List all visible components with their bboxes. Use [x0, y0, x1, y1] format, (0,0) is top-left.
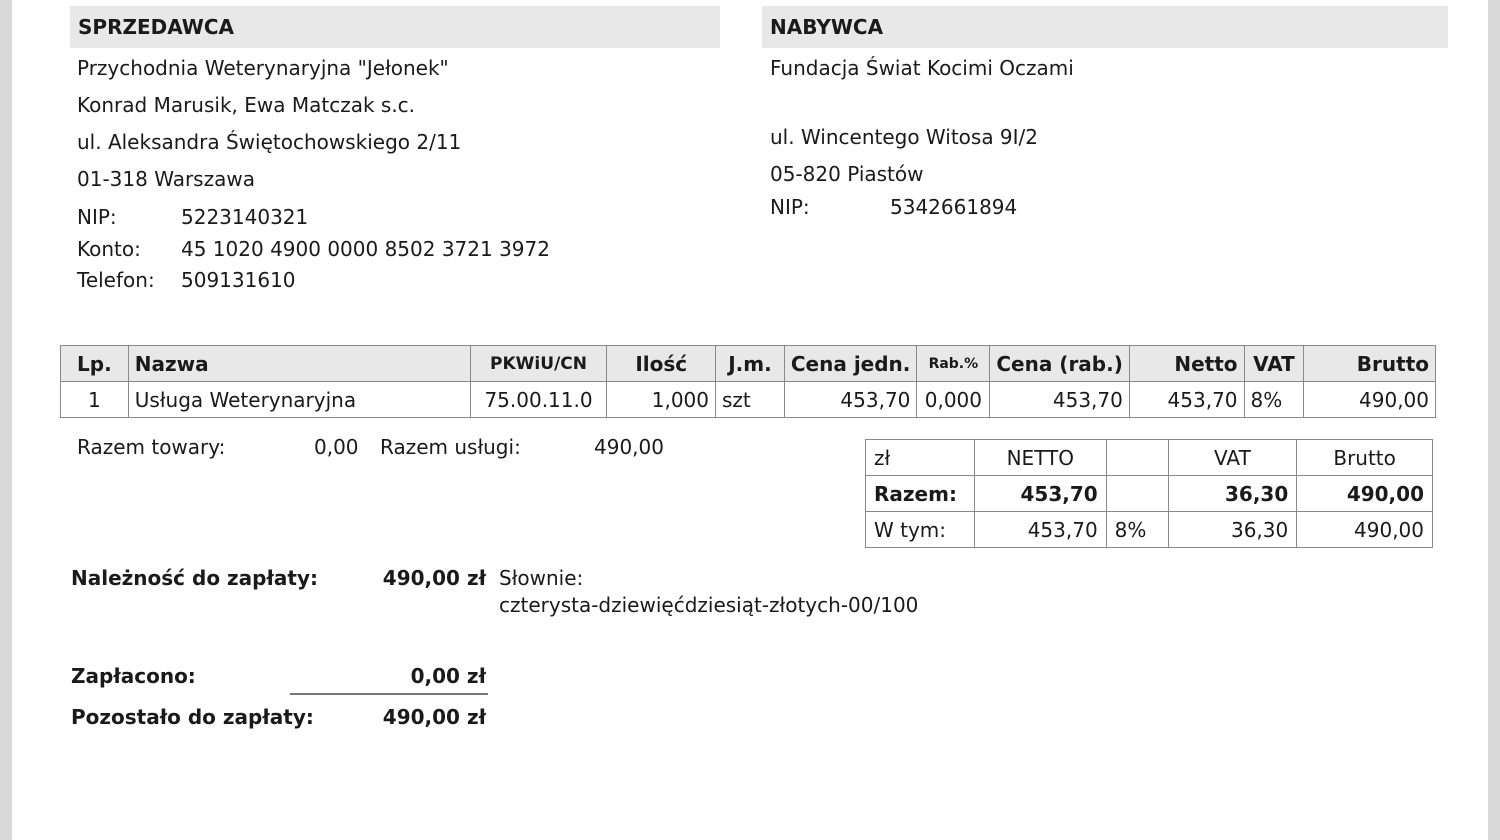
items-header-row: [61, 346, 1436, 382]
goods-total-value: 0,00: [314, 435, 359, 459]
col-header-brutto: Brutto: [1304, 346, 1436, 382]
amount-words-label: Słownie:: [499, 566, 584, 590]
buyer-name: Fundacja Świat Kocimi Oczami: [770, 56, 1074, 80]
col-header-pkwiu: PKWiU/CN: [470, 346, 607, 382]
seller-owners: Konrad Marusik, Ewa Matczak s.c.: [77, 93, 416, 117]
seller-nip: 5223140321: [181, 205, 309, 229]
buyer-city: 05-820 Piastów: [770, 162, 924, 186]
summary-header-brutto: Brutto: [1297, 440, 1433, 476]
cell-pkwiu: 75.00.11.0: [470, 382, 607, 418]
goods-total-label: Razem towary:: [77, 435, 226, 459]
seller-name: Przychodnia Weterynaryjna "Jełonek": [77, 56, 449, 80]
cell-rabat: 0,000: [917, 382, 990, 418]
seller-nip-label: NIP:: [77, 205, 117, 229]
cell-nazwa: Usługa Weterynaryjna: [128, 382, 470, 418]
amount-due-value: 490,00 zł: [382, 566, 486, 590]
amount-due-label: Należność do zapłaty:: [71, 566, 318, 590]
summary-total-rate: [1106, 476, 1168, 512]
col-header-ilosc: Ilość: [607, 346, 716, 382]
paid-value: 0,00 zł: [410, 664, 486, 688]
cell-jm: szt: [716, 382, 785, 418]
col-header-nazwa: Nazwa: [128, 346, 470, 382]
invoice-page: [12, 0, 1488, 840]
summary-header-netto: NETTO: [974, 440, 1106, 476]
buyer-nip-label: NIP:: [770, 195, 810, 219]
seller-account: 45 1020 4900 0000 8502 3721 3972: [181, 237, 550, 261]
summary-including-brutto: 490,00: [1297, 512, 1433, 548]
services-total-value: 490,00: [594, 435, 664, 459]
seller-street: ul. Aleksandra Świętochowskiego 2/11: [77, 130, 462, 154]
col-header-vat: VAT: [1244, 346, 1304, 382]
summary-including-rate: 8%: [1106, 512, 1168, 548]
vat-summary-table: [865, 439, 1433, 548]
summary-total-row: [866, 476, 1433, 512]
remaining-label: Pozostało do zapłaty:: [71, 705, 314, 729]
summary-including-row: [866, 512, 1433, 548]
col-header-rabat: Rab.%: [917, 346, 990, 382]
seller-phone-label: Telefon:: [77, 268, 155, 292]
col-header-jm: J.m.: [716, 346, 785, 382]
col-header-netto: Netto: [1129, 346, 1244, 382]
summary-header-row: [866, 440, 1433, 476]
cell-cena-rab: 453,70: [990, 382, 1130, 418]
buyer-nip: 5342661894: [890, 195, 1018, 219]
amount-words-value: czterysta-dziewięćdziesiąt-złotych-00/100: [499, 593, 919, 617]
col-header-cena-jedn: Cena jedn.: [784, 346, 917, 382]
cell-netto: 453,70: [1129, 382, 1244, 418]
buyer-header: NABYWCA: [762, 6, 1448, 48]
summary-including-vat: 36,30: [1168, 512, 1297, 548]
summary-header-rate: [1106, 440, 1168, 476]
buyer-street: ul. Wincentego Witosa 9I/2: [770, 125, 1039, 149]
paid-label: Zapłacono:: [71, 664, 196, 688]
table-row: [61, 382, 1436, 418]
cell-cena-jedn: 453,70: [784, 382, 917, 418]
services-total-label: Razem usługi:: [380, 435, 521, 459]
cell-ilosc: 1,000: [607, 382, 716, 418]
seller-phone: 509131610: [181, 268, 296, 292]
seller-header: SPRZEDAWCA: [70, 6, 720, 48]
seller-city: 01-318 Warszawa: [77, 167, 255, 191]
col-header-lp: Lp.: [61, 346, 129, 382]
summary-header-vat: VAT: [1168, 440, 1297, 476]
summary-total-brutto: 490,00: [1297, 476, 1433, 512]
summary-total-label: Razem:: [866, 476, 975, 512]
col-header-cena-rab: Cena (rab.): [990, 346, 1130, 382]
items-table: [60, 345, 1436, 418]
summary-including-netto: 453,70: [974, 512, 1106, 548]
summary-total-netto: 453,70: [974, 476, 1106, 512]
summary-total-vat: 36,30: [1168, 476, 1297, 512]
cell-brutto: 490,00: [1304, 382, 1436, 418]
remaining-value: 490,00 zł: [382, 705, 486, 729]
cell-lp: 1: [61, 382, 129, 418]
summary-including-label: W tym:: [866, 512, 975, 548]
divider: [290, 693, 488, 695]
summary-header-currency: zł: [866, 440, 975, 476]
seller-account-label: Konto:: [77, 237, 141, 261]
cell-vat: 8%: [1244, 382, 1304, 418]
